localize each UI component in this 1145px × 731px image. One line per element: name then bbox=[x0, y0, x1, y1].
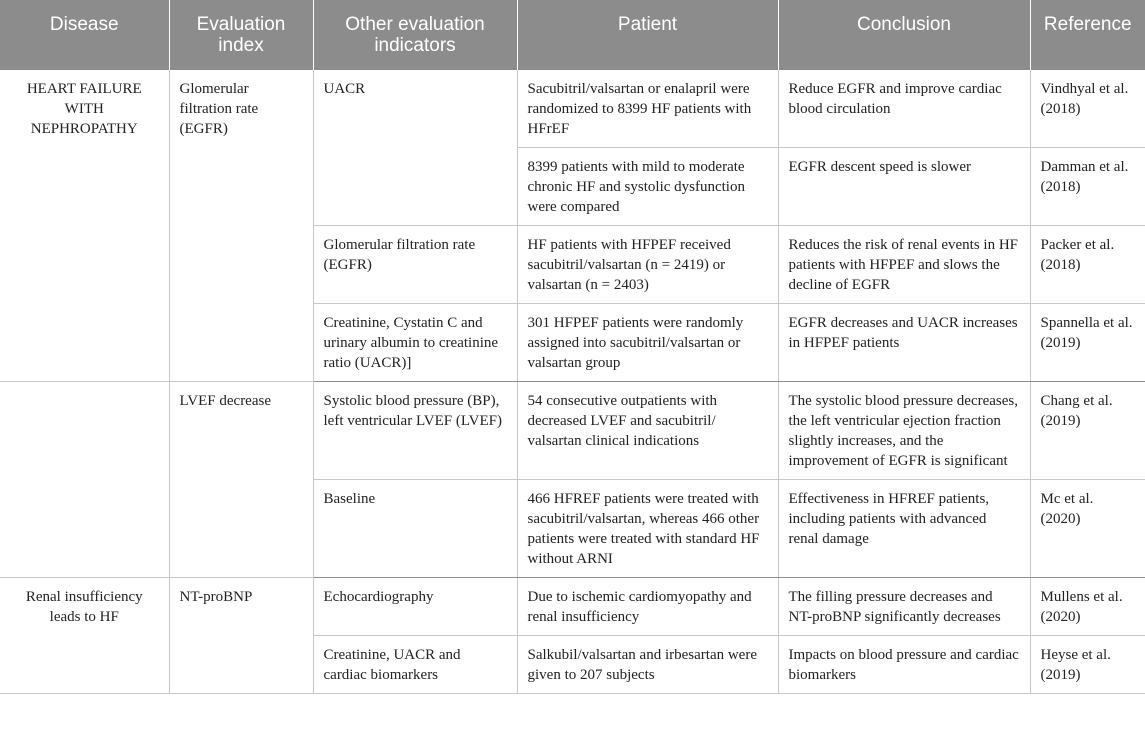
reference-cell: Vindhyal et al. (2018) bbox=[1030, 70, 1145, 148]
patient-cell: 54 consecutive outpatients with decreased LVEF and sacubitril/ valsartan clinical indications bbox=[517, 382, 778, 480]
header-other-indicators: Other evaluation indicators bbox=[313, 0, 517, 70]
disease-cell: HEART FAILURE WITH NEPHROPATHY bbox=[0, 70, 169, 382]
reference-cell: Damman et al. (2018) bbox=[1030, 148, 1145, 226]
other-indicators-cell: Creatinine, Cystatin C and urinary albumin to creatinine ratio (UACR)] bbox=[313, 304, 517, 382]
conclusion-cell: Impacts on blood pressure and cardiac biomarkers bbox=[778, 636, 1030, 694]
patient-cell: 8399 patients with mild to moderate chronic HF and systolic dysfunction were compared bbox=[517, 148, 778, 226]
conclusion-cell: EGFR descent speed is slower bbox=[778, 148, 1030, 226]
other-indicators-cell: Baseline bbox=[313, 480, 517, 578]
patient-cell: HF patients with HFPEF received sacubitril/valsartan (n = 2419) or valsartan (n = 2403) bbox=[517, 226, 778, 304]
patient-cell: 301 HFPEF patients were randomly assigned into sacubitril/valsartan or valsartan group bbox=[517, 304, 778, 382]
header-disease: Disease bbox=[0, 0, 169, 70]
header-conclusion: Conclusion bbox=[778, 0, 1030, 70]
table-row bbox=[0, 70, 1145, 148]
conclusion-cell: Reduces the risk of renal events in HF patients with HFPEF and slows the decline of EGFR bbox=[778, 226, 1030, 304]
table-row bbox=[0, 578, 1145, 636]
other-indicators-cell: Glomerular filtration rate (EGFR) bbox=[313, 226, 517, 304]
reference-cell: Chang et al. (2019) bbox=[1030, 382, 1145, 480]
evaluation-index-cell: NT-proBNP bbox=[169, 578, 313, 694]
conclusion-cell: The systolic blood pressure decreases, the left ventricular ejection fraction slightly increases, and the improvement of EGFR is significant bbox=[778, 382, 1030, 480]
other-indicators-cell: Systolic blood pressure (BP), left ventricular LVEF (LVEF) bbox=[313, 382, 517, 480]
other-indicators-cell: Creatinine, UACR and cardiac biomarkers bbox=[313, 636, 517, 694]
reference-cell: Heyse et al. (2019) bbox=[1030, 636, 1145, 694]
header-row bbox=[0, 0, 1145, 70]
header-evaluation-index: Evaluation index bbox=[169, 0, 313, 70]
disease-cell: Renal insufficiency leads to HF bbox=[0, 578, 169, 694]
reference-cell: Mullens et al. (2020) bbox=[1030, 578, 1145, 636]
reference-cell: Packer et al. (2018) bbox=[1030, 226, 1145, 304]
patient-cell: Sacubitril/valsartan or enalapril were randomized to 8399 HF patients with HFrEF bbox=[517, 70, 778, 148]
other-indicators-cell: Echocardiography bbox=[313, 578, 517, 636]
table-row bbox=[0, 382, 1145, 480]
reference-cell: Spannella et al. (2019) bbox=[1030, 304, 1145, 382]
header-reference: Reference bbox=[1030, 0, 1145, 70]
disease-cell bbox=[0, 382, 169, 578]
patient-cell: Salkubil/valsartan and irbesartan were given to 207 subjects bbox=[517, 636, 778, 694]
patient-cell: 466 HFREF patients were treated with sacubitril/valsartan, whereas 466 other patients were treated with standard HF without ARNI bbox=[517, 480, 778, 578]
evaluation-index-cell: LVEF decrease bbox=[169, 382, 313, 578]
conclusion-cell: Reduce EGFR and improve cardiac blood circulation bbox=[778, 70, 1030, 148]
other-indicators-cell: UACR bbox=[313, 70, 517, 226]
header-patient: Patient bbox=[517, 0, 778, 70]
evaluation-index-cell: Glomerular filtration rate (EGFR) bbox=[169, 70, 313, 382]
conclusion-cell: EGFR decreases and UACR increases in HFPEF patients bbox=[778, 304, 1030, 382]
conclusion-cell: Effectiveness in HFREF patients, including patients with advanced renal damage bbox=[778, 480, 1030, 578]
patient-cell: Due to ischemic cardiomyopathy and renal insufficiency bbox=[517, 578, 778, 636]
conclusion-cell: The filling pressure decreases and NT-proBNP significantly decreases bbox=[778, 578, 1030, 636]
reference-cell: Mc et al. (2020) bbox=[1030, 480, 1145, 578]
